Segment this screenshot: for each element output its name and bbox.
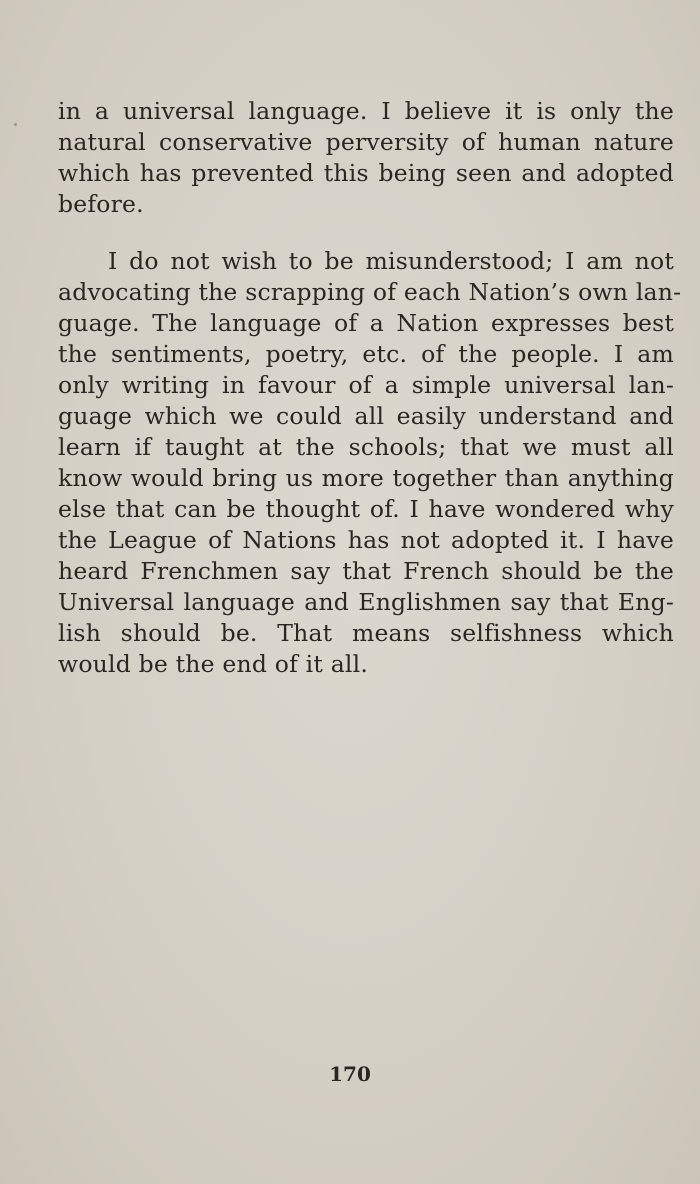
page-number: 170: [329, 1062, 371, 1086]
text-line: the League of Nations has not adopted it. I have: [58, 526, 674, 554]
text-line: I do not wish to be misunderstood; I am not: [108, 247, 674, 275]
text-line: learn if taught at the schools; that we must all: [58, 433, 674, 461]
text-line: guage. The language of a Nation expresses best: [58, 309, 674, 337]
text-line: guage which we could all easily understand and: [58, 402, 674, 430]
text-line: lish should be. That means selfishness which: [58, 619, 674, 647]
text-line: natural conservative perversity of human nature: [58, 128, 674, 156]
text-line: Universal language and Englishmen say that Eng-: [58, 588, 674, 616]
text-line: the sentiments, poetry, etc. of the people. I am: [58, 340, 674, 368]
paper-speck: [14, 123, 17, 126]
text-line: know would bring us more together than anything: [58, 464, 674, 492]
text-line: only writing in favour of a simple universal lan-: [58, 371, 674, 399]
text-line: in a universal language. I believe it is only the: [58, 97, 674, 125]
text-line: would be the end of it all.: [58, 650, 369, 678]
text-line: advocating the scrapping of each Nation’s own lan-: [58, 278, 682, 306]
text-line: before.: [58, 190, 144, 218]
text-line: else that can be thought of. I have wondered why: [58, 495, 674, 523]
text-line: heard Frenchmen say that French should be the: [58, 557, 674, 585]
text-line: which has prevented this being seen and adopted: [58, 159, 674, 187]
